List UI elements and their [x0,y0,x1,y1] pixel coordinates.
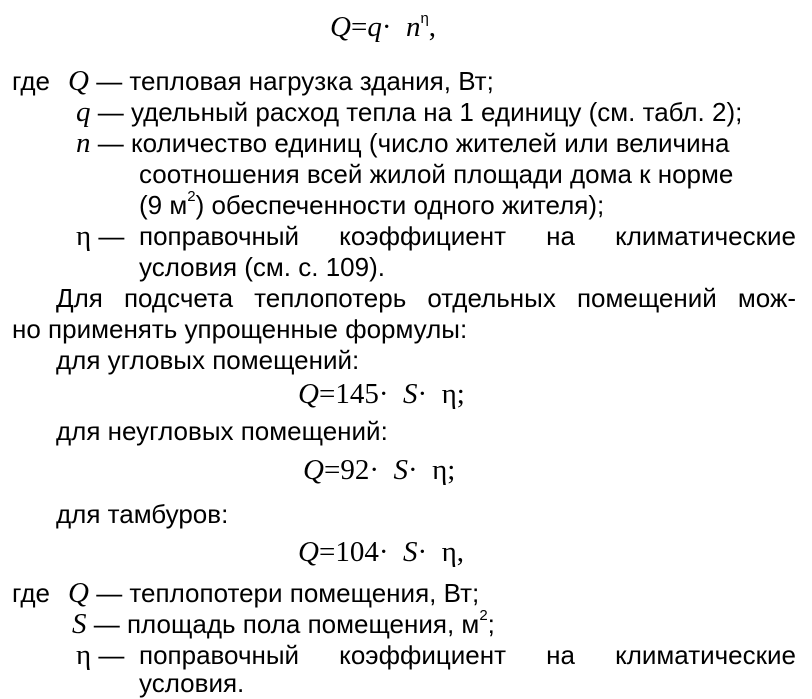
formula-dot: · [378,536,389,568]
formula-s: S [402,536,418,568]
formula-exp: η [420,10,429,28]
formula-n: n [405,11,421,43]
formula-lhs: Q [298,378,319,410]
legend-dash: — [98,640,125,670]
formula-lhs: Q [298,536,319,568]
legend2-where: где [12,578,50,608]
formula-dot: · [407,454,418,486]
legend-text: ) обеспеченности одного жителя); [195,190,605,220]
formula-dot: · [417,536,428,568]
formula-coef: 145 [335,378,379,410]
corner-label: для угловых помещений: [56,345,360,375]
formula-lhs: Q [330,11,351,43]
vestibule-label: для тамбуров: [56,499,229,529]
formula-dot: · [381,11,392,43]
noncorner-formula [303,455,455,486]
formula-q: q [367,11,382,43]
legend-symbol: q [76,96,91,128]
legend-text: тепловая нагрузка здания, Вт; [129,66,494,96]
legend1-row-Q [68,66,494,97]
legend-tail: ; [487,609,495,639]
legend-dash: — [96,578,123,608]
formula-dot: · [378,378,389,410]
formula-lhs: Q [303,454,324,486]
superscript: 2 [187,188,196,206]
legend-dash: — [97,97,124,127]
formula-eq: = [350,11,368,43]
legend-text: (9 м [139,190,188,220]
formula-tail: ; [456,378,465,410]
formula-dot: · [417,378,428,410]
legend2-row-S [72,609,495,640]
legend1-row-eta [76,221,124,252]
legend1-row-n-cont1: соотношения всей жилой площади дома к норме [139,159,734,189]
formula-eq: = [318,378,336,410]
legend-symbol: Q [68,65,89,97]
vestibule-formula [298,537,464,568]
legend-text: площадь пола помещения, м [126,609,480,639]
legend2-row-eta-cont: условия. [139,668,245,698]
paragraph-line1: Для подсчета теплопотерь отдельных помещений мож- [56,283,796,313]
formula-coef: 104 [335,536,379,568]
formula-eta: η [441,536,457,568]
legend1-row-n-cont2 [139,190,604,221]
formula-eq: = [323,454,341,486]
corner-formula [298,379,465,410]
legend-symbol: n [76,127,91,159]
legend-symbol: η [76,220,92,252]
legend1-where: где [12,66,50,96]
superscript: 2 [479,607,488,625]
legend-text: удельный расход тепла на 1 единицу (см. табл. 2); [130,97,743,127]
legend2-row-Q [68,578,479,609]
noncorner-label: для неугловых помещений: [56,416,388,446]
formula-dot: · [369,454,379,486]
legend-text: количество единиц (число жителей или величина [130,128,730,158]
legend1-row-eta-cont: условия (см. с. 109). [139,252,385,282]
paragraph-line2: но применять упрощенные формулы: [12,314,468,344]
legend-symbol: Q [68,577,89,609]
legend-symbol: S [72,608,87,640]
legend2-row-eta [76,640,124,671]
legend-text: теплопотери помещения, Вт; [129,578,480,608]
legend-dash: — [98,221,125,251]
formula-tail: , [456,536,464,568]
legend1-row-q [76,97,742,128]
formula-eta: η [432,454,448,486]
legend-dash: — [93,609,120,639]
formula-coef: 92 [340,454,370,486]
formula-eta: η [441,378,457,410]
formula-s: S [393,454,408,486]
formula-tail: , [428,11,437,43]
legend-dash: — [97,128,124,158]
formula-tail: ; [447,454,456,486]
legend-dash: — [96,66,123,96]
legend-symbol: η [76,639,92,671]
formula-s: S [402,378,418,410]
formula-eq: = [318,536,336,568]
legend2-row-eta-text: поправочный коэффициент на климатические [139,640,796,670]
main-formula [330,12,436,43]
legend1-row-eta-text: поправочный коэффициент на климатические [139,221,796,251]
legend1-row-n [76,128,729,159]
